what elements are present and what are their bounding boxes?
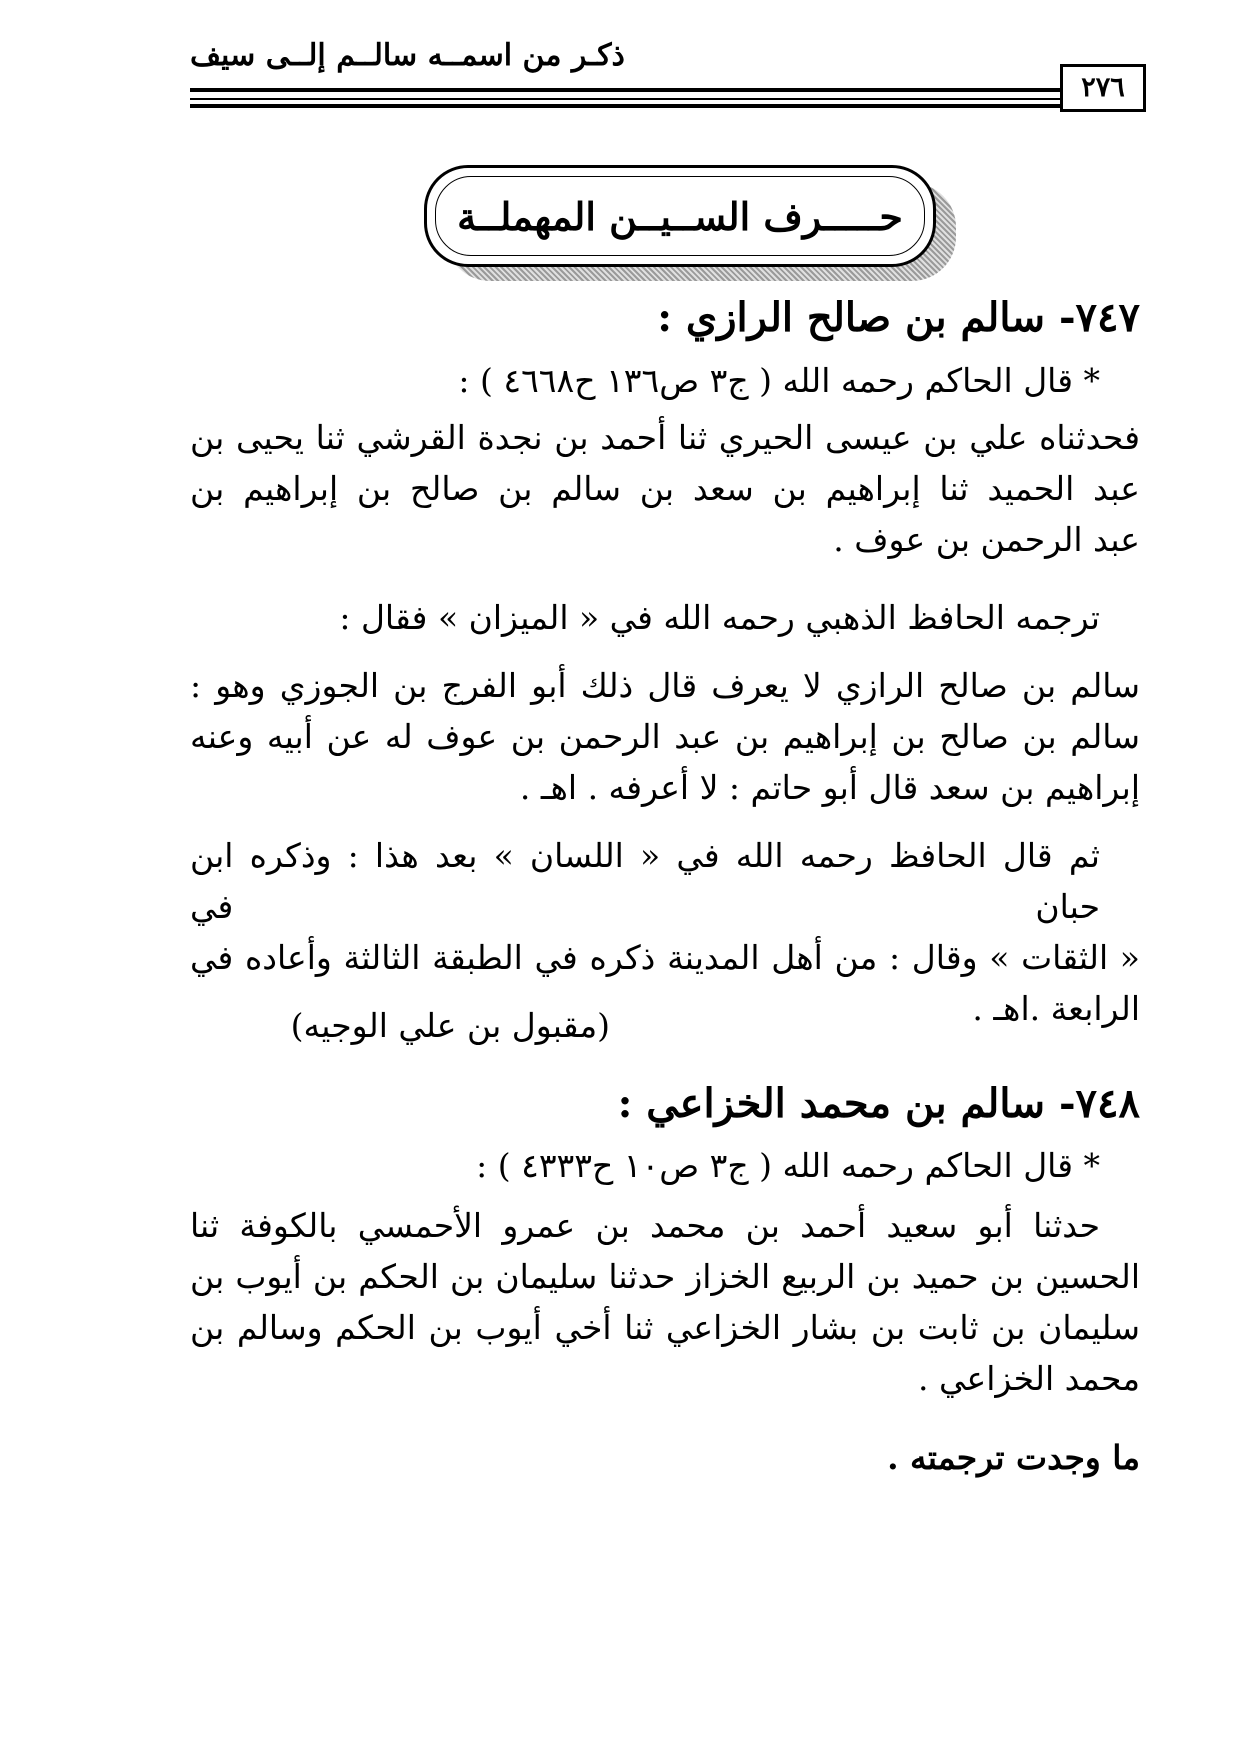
entry-isnad bbox=[190, 412, 1140, 565]
text-line: سليمان بن ثابت بن بشار الخزاعي ثنا أخي أيوب بن الحكم وسالم بن bbox=[190, 1308, 1140, 1347]
text-line: ثم قال الحافظ رحمه الله في « اللسان » بعد هذا : وذكره ابن حبان في bbox=[190, 836, 1100, 926]
text-line: سالم بن صالح الرازي لا يعرف قال ذلك أبو الفرج بن الجوزي وهو : bbox=[190, 666, 1140, 705]
text-line: الرابعة .اهـ . bbox=[972, 989, 1140, 1028]
entry-intro bbox=[190, 592, 1140, 643]
header-rule bbox=[190, 104, 1140, 108]
entry-quote bbox=[190, 660, 1140, 813]
header-rule bbox=[190, 98, 1140, 100]
section-banner-title: حـــــرف الســيــن المهملــة bbox=[457, 193, 903, 239]
section-banner bbox=[424, 165, 936, 267]
text-line: فحدثناه علي بن عيسى الحيري ثنا أحمد بن نجدة القرشي ثنا يحيى بن bbox=[190, 418, 1140, 457]
text-line: عبد الحميد ثنا إبراهيم بن سعد بن سالم بن صالح بن إبراهيم بن bbox=[190, 469, 1140, 508]
running-title: ذكـر من اسمــه سالــم إلــى سيف bbox=[190, 38, 625, 73]
entry-heading: ٧٤٧- سالم بن صالح الرازي : bbox=[657, 294, 1140, 341]
source-line: * قال الحاكم رحمه الله ( ج٣ ص١٣٦ ح٤٦٦٨ ) : bbox=[458, 361, 1100, 400]
text-line: إبراهيم بن سعد قال أبو حاتم : لا أعرفه . اهـ . bbox=[519, 768, 1140, 807]
text-line: عبد الرحمن بن عوف . bbox=[833, 520, 1140, 559]
header-rule bbox=[190, 88, 1140, 92]
entry-source bbox=[190, 1140, 1140, 1191]
text-line: سالم بن صالح بن إبراهيم بن عبد الرحمن بن عوف له عن أبيه وعنه bbox=[190, 717, 1140, 756]
text-line: حدثنا أبو سعيد أحمد بن محمد بن عمرو الأحمسي بالكوفة ثنا bbox=[190, 1206, 1100, 1245]
entry-isnad bbox=[190, 1200, 1140, 1404]
author-signature: (مقبول بن علي الوجيه) bbox=[290, 1006, 610, 1045]
entry-note bbox=[190, 1432, 1140, 1483]
text-line: محمد الخزاعي . bbox=[918, 1359, 1140, 1398]
text-line: « الثقات » وقال : من أهل المدينة ذكره في الطبقة الثالثة وأعاده في bbox=[190, 938, 1140, 977]
entry-source bbox=[190, 355, 1140, 406]
text-line: ما وجدت ترجمته . bbox=[887, 1438, 1140, 1477]
page-number: ٢٧٦ bbox=[1060, 64, 1146, 112]
entry-heading: ٧٤٨- سالم بن محمد الخزاعي : bbox=[617, 1080, 1140, 1127]
entry-lisan bbox=[190, 830, 1140, 1034]
source-line: * قال الحاكم رحمه الله ( ج٣ ص١٠ ح٤٣٣٣ ) : bbox=[476, 1146, 1100, 1185]
text-line: ترجمه الحافظ الذهبي رحمه الله في « الميزان » فقال : bbox=[339, 598, 1100, 637]
text-line: الحسين بن حميد بن الربيع الخزاز حدثنا سليمان بن الحكم بن أيوب بن bbox=[190, 1257, 1140, 1296]
